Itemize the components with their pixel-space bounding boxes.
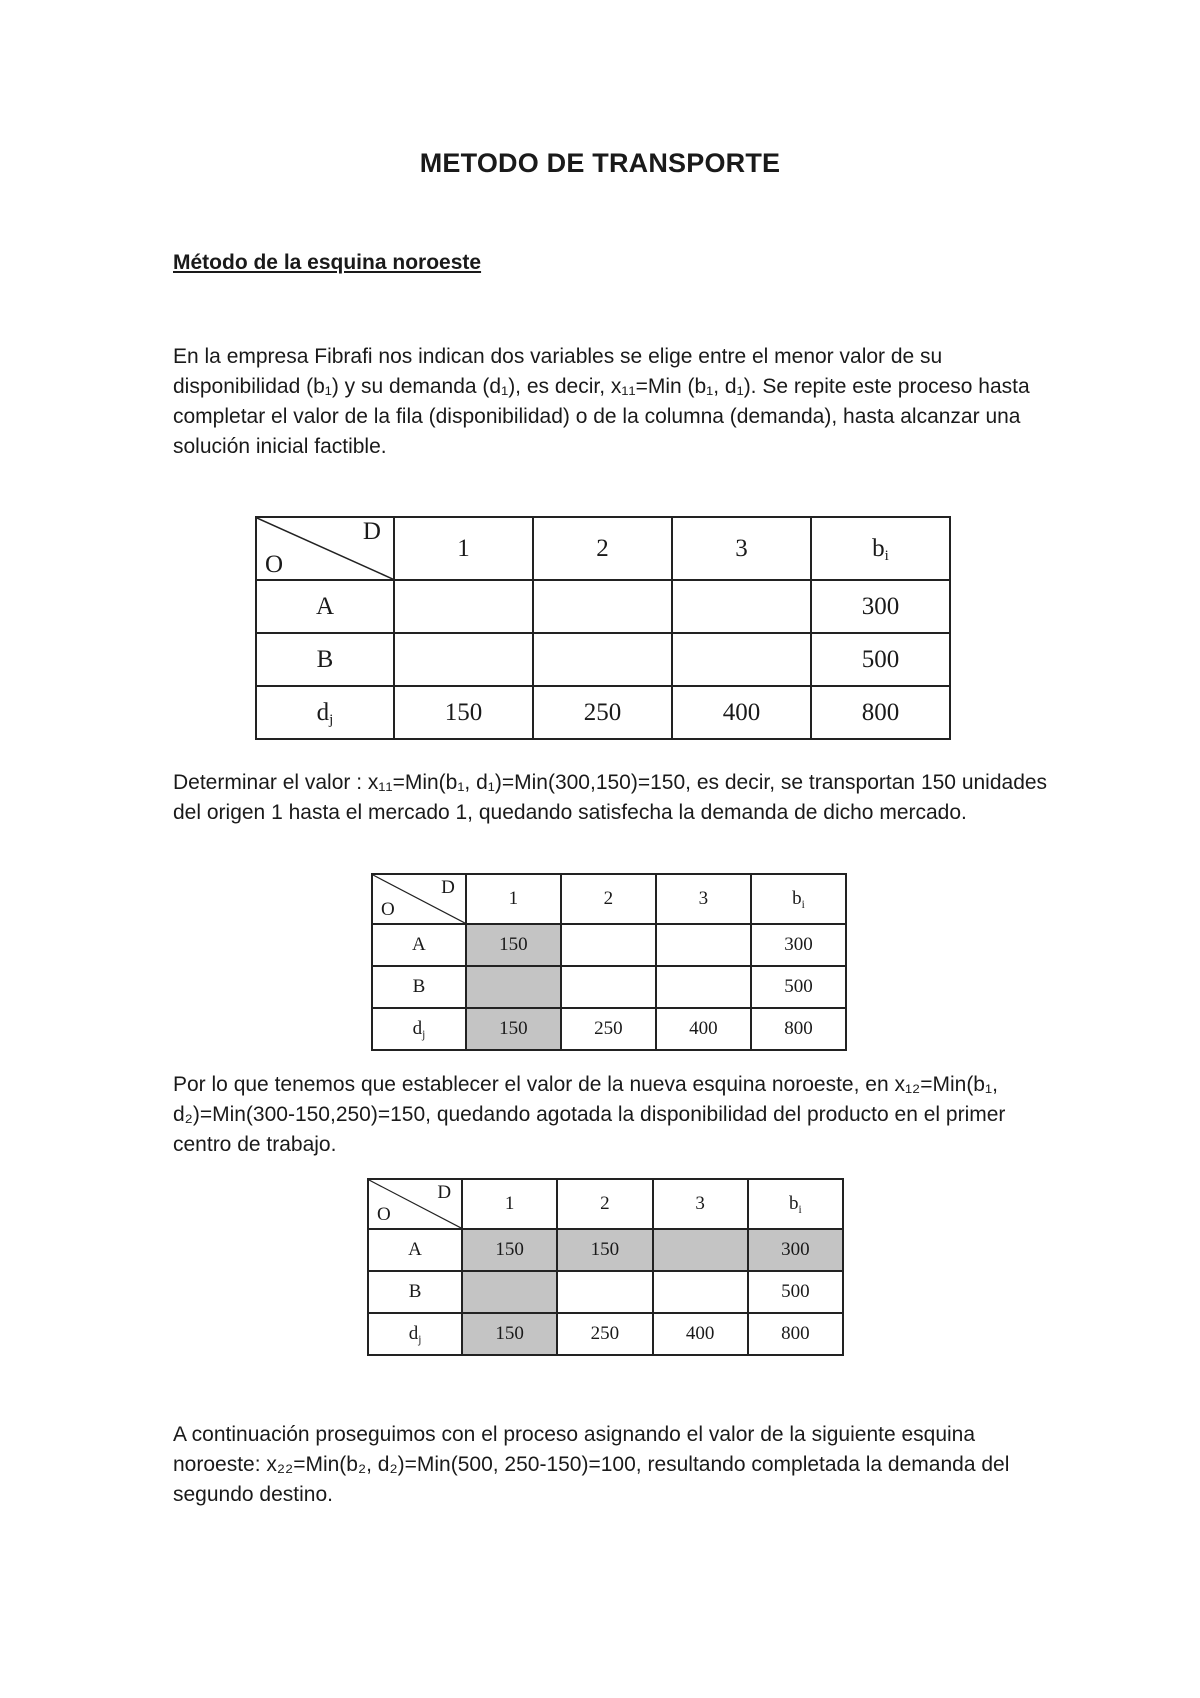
row-header: A <box>256 580 394 633</box>
demand-header <box>372 1008 466 1050</box>
supply-subscript: i <box>801 899 805 911</box>
demand-value: 150 <box>462 1313 557 1355</box>
demand-subscript: j <box>418 1334 422 1346</box>
table-corner-cell <box>372 874 466 924</box>
origin-label: O <box>381 899 395 920</box>
column-header: 1 <box>466 874 561 924</box>
supply-value: 300 <box>811 580 950 633</box>
table-corner-cell <box>256 517 394 580</box>
supply-subscript: i <box>884 547 889 564</box>
allocation-cell: 150 <box>466 924 561 966</box>
demand-value: 400 <box>653 1313 748 1355</box>
table-cell <box>653 1271 748 1313</box>
column-header: 2 <box>561 874 656 924</box>
table-cell <box>561 924 656 966</box>
row-header: B <box>372 966 466 1008</box>
column-header: 3 <box>672 517 811 580</box>
exhausted-cell <box>466 966 561 1008</box>
supply-value: 500 <box>811 633 950 686</box>
allocation-cell: 150 <box>557 1229 652 1271</box>
demand-header <box>368 1313 462 1355</box>
table-cell <box>533 580 672 633</box>
demand-letter: d <box>316 698 330 726</box>
transport-table-step-2 <box>367 1178 844 1356</box>
supply-value: 300 <box>751 924 846 966</box>
column-header: 3 <box>656 874 751 924</box>
origin-label: O <box>377 1204 391 1225</box>
demand-value: 400 <box>656 1008 751 1050</box>
supply-header <box>748 1179 843 1229</box>
supply-header <box>751 874 846 924</box>
column-header: 1 <box>462 1179 557 1229</box>
table-cell <box>672 580 811 633</box>
demand-subscript: j <box>329 711 334 728</box>
supply-letter: b <box>792 888 802 909</box>
paragraph-step-3: A continuación proseguimos con el proceso asignando el valor de la siguiente esquina noroeste: x₂₂=Min(b₂, d₂)=Min(500, 250-150)=100, resultando completada la demanda del segundo destino. <box>173 1423 1010 1506</box>
destination-label: D <box>437 1182 452 1203</box>
origin-label: O <box>265 551 284 579</box>
exhausted-cell <box>653 1229 748 1271</box>
table-cell <box>533 633 672 686</box>
row-header: A <box>368 1229 462 1271</box>
demand-value: 150 <box>394 686 533 739</box>
section-heading: Método de la esquina noroeste <box>173 251 482 274</box>
transport-table-initial <box>255 516 951 740</box>
table-cell <box>557 1271 652 1313</box>
supply-subscript: i <box>798 1204 802 1216</box>
destination-label: D <box>441 877 455 898</box>
table-cell <box>561 966 656 1008</box>
column-header: 2 <box>533 517 672 580</box>
row-header: B <box>368 1271 462 1313</box>
table-cell <box>672 633 811 686</box>
column-header: 3 <box>653 1179 748 1229</box>
transport-table-step-1 <box>371 873 847 1051</box>
demand-value: 250 <box>557 1313 652 1355</box>
table-cell <box>656 966 751 1008</box>
paragraph-step-1: Determinar el valor : x₁₁=Min(b₁, d₁)=Min(300,150)=150, es decir, se transportan 150 unidades del origen 1 hasta el mercado 1, quedando satisfecha la demanda de dicho mercado. <box>173 771 1048 824</box>
demand-letter: d <box>412 1018 423 1039</box>
demand-value: 400 <box>672 686 811 739</box>
exhausted-cell <box>462 1271 557 1313</box>
supply-letter: b <box>872 534 885 562</box>
column-header: 2 <box>557 1179 652 1229</box>
paragraph-intro: En la empresa Fibrafi nos indican dos variables se elige entre el menor valor de su disponibilidad (b₁) y su demanda (d₁), es decir, x₁₁=Min (b₁, d₁). Se repite este proceso hasta completar el valor de la fila (disponibilidad) o de la columna (demanda), hasta alcanzar una solución inicial factible. <box>173 345 1030 458</box>
allocation-cell: 150 <box>462 1229 557 1271</box>
supply-value: 300 <box>748 1229 843 1271</box>
supply-header <box>811 517 950 580</box>
table-cell <box>394 580 533 633</box>
table-cell <box>394 633 533 686</box>
supply-letter: b <box>789 1193 799 1214</box>
demand-value: 250 <box>533 686 672 739</box>
demand-letter: d <box>408 1323 419 1344</box>
row-header: A <box>372 924 466 966</box>
total-value: 800 <box>751 1008 846 1050</box>
supply-value: 500 <box>751 966 846 1008</box>
destination-label: D <box>362 518 381 545</box>
column-header: 1 <box>394 517 533 580</box>
page-title: METODO DE TRANSPORTE <box>419 148 781 178</box>
demand-header <box>256 686 394 739</box>
table-cell <box>656 924 751 966</box>
demand-value: 250 <box>561 1008 656 1050</box>
total-value: 800 <box>748 1313 843 1355</box>
row-header: B <box>256 633 394 686</box>
supply-value: 500 <box>748 1271 843 1313</box>
paragraph-step-2: Por lo que tenemos que establecer el valor de la nueva esquina noroeste, en x₁₂=Min(b₁, d₂)=Min(300-150,250)=150, quedando agotada la disponibilidad del producto en el primer centro de trabajo. <box>173 1073 1006 1156</box>
demand-subscript: j <box>422 1029 426 1041</box>
table-corner-cell <box>368 1179 462 1229</box>
total-value: 800 <box>811 686 950 739</box>
demand-value: 150 <box>466 1008 561 1050</box>
